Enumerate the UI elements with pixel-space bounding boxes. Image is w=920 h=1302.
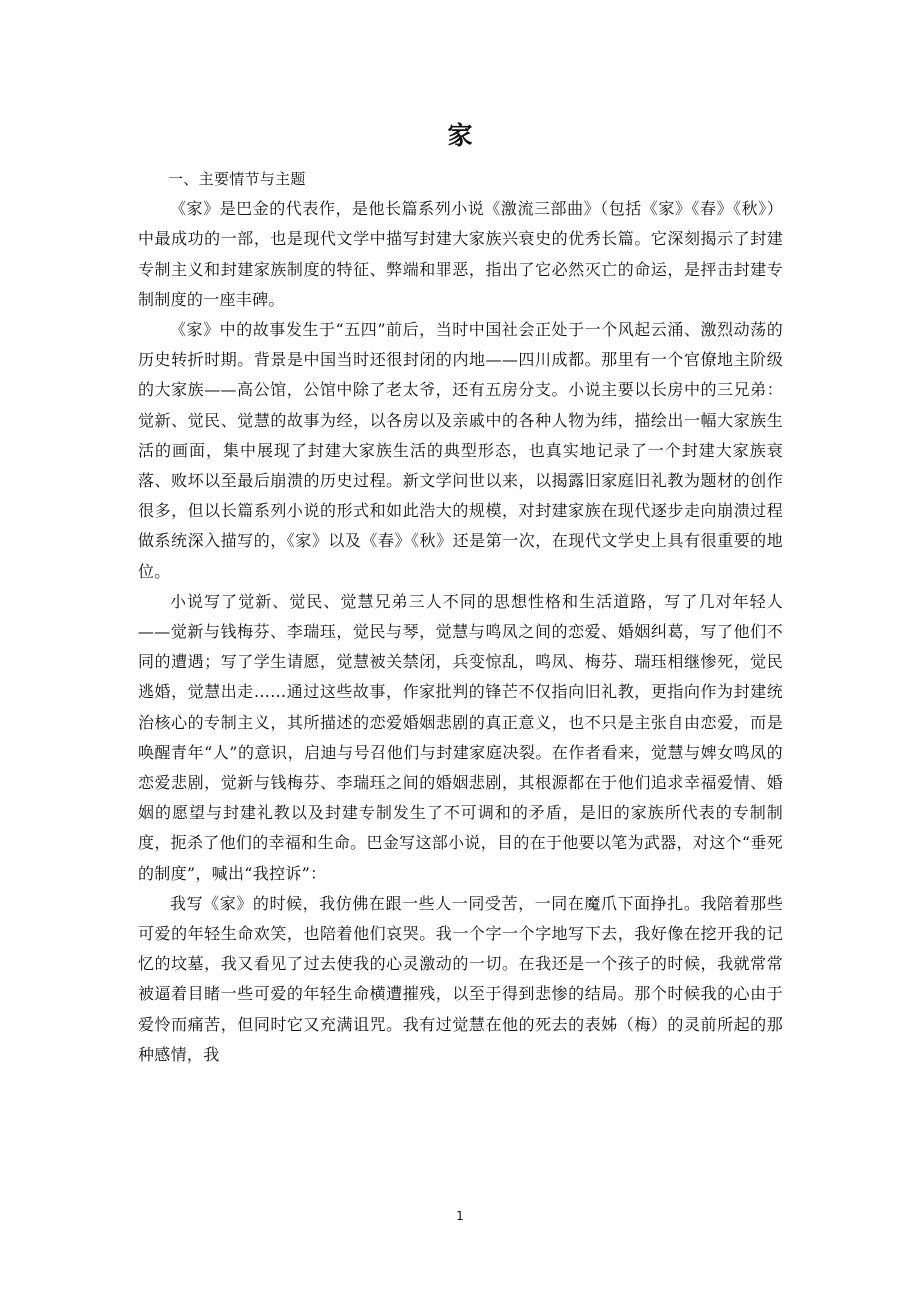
document-body bbox=[138, 164, 783, 1070]
page-number: 1 bbox=[456, 1209, 464, 1223]
paragraph-2: 《家》中的故事发生于“五四”前后，当时中国社会正处于一个风起云涌、激烈动荡的历史转折时期。背景是中国当时还很封闭的内地——四川成都。那里有一个官僚地主阶级的大家族——高公馆，公馆中除了老太爷，还有五房分支。小说主要以长房中的三兄弟：觉新、觉民、觉慧的故事为经，以各房以及亲戚中的各种人物为纬，描绘出一幅大家族生活的画面，集中展现了封建大家族生活的典型形态，也真实地记录了一个封建大家族衰落、败坏以至最后崩溃的历史过程。新文学问世以来，以揭露旧家庭旧礼教为题材的创作很多，但以长篇系列小说的形式和如此浩大的规模，对封建家族在现代逐步走向崩溃过程做系统深入描写的，《家》以及《春》《秋》还是第一次，在现代文学史上具有很重要的地位。 bbox=[138, 320, 783, 581]
section-heading: 一、主要情节与主题 bbox=[168, 170, 306, 188]
paragraph-3: 小说写了觉新、觉民、觉慧兄弟三人不同的思想性格和生活道路，写了几对年轻人——觉新与钱梅芬、李瑞珏，觉民与琴，觉慧与鸣凤之间的恋爱、婚姻纠葛，写了他们不同的遭遇；写了学生请愿，觉慧被关禁闭，兵变惊乱，鸣凤、梅芬、瑞珏相继惨死，觉民逃婚，觉慧出走……通过这些故事，作家批判的锋芒不仅指向旧礼教，更指向作为封建统治核心的专制主义，其所描述的恋爱婚姻悲剧的真正意义，也不只是主张自由恋爱，而是唤醒青年“人”的意识，启迪与号召他们与封建家庭决裂。在作者看来，觉慧与婢女鸣凤的恋爱悲剧，觉新与钱梅芬、李瑞珏之间的婚姻悲剧，其根源都在于他们追求幸福爱情、婚姻的愿望与封建礼教以及封建专制发生了不可调和的矛盾，是旧的家族所代表的专制制度，扼杀了他们的幸福和生命。巴金写这部小说，目的在于他要以笔为武器，对这个“垂死的制度”，喊出“我控诉”： bbox=[138, 591, 783, 883]
paragraph-1: 《家》是巴金的代表作，是他长篇系列小说《激流三部曲》（包括《家》《春》《秋》）中最成功的一部，也是现代文学中描写封建大家族兴衰史的优秀长篇。它深刻揭示了封建专制主义和封建家族制度的特征、弊端和罪恶，指出了它必然灭亡的命运，是抨击封建专制制度的一座丰碑。 bbox=[138, 199, 783, 309]
paragraph-4-quote: 我写《家》的时候，我仿佛在跟一些人一同受苦，一同在魔爪下面挣扎。我陪着那些可爱的年轻生命欢笑，也陪着他们哀哭。我一个字一个字地写下去，我好像在挖开我的记忆的坟墓，我又看见了过去使我的心灵激动的一切。在我还是一个孩子的时候，我就常常被逼着目睹一些可爱的年轻生命横遭摧残，以至于得到悲惨的结局。那个时候我的心由于爱怜而痛苦，但同时它又充满诅咒。我有过觉慧在他的死去的表姊（梅）的灵前所起的那种感情，我 bbox=[138, 893, 783, 1064]
page-title: 家 bbox=[447, 121, 473, 150]
